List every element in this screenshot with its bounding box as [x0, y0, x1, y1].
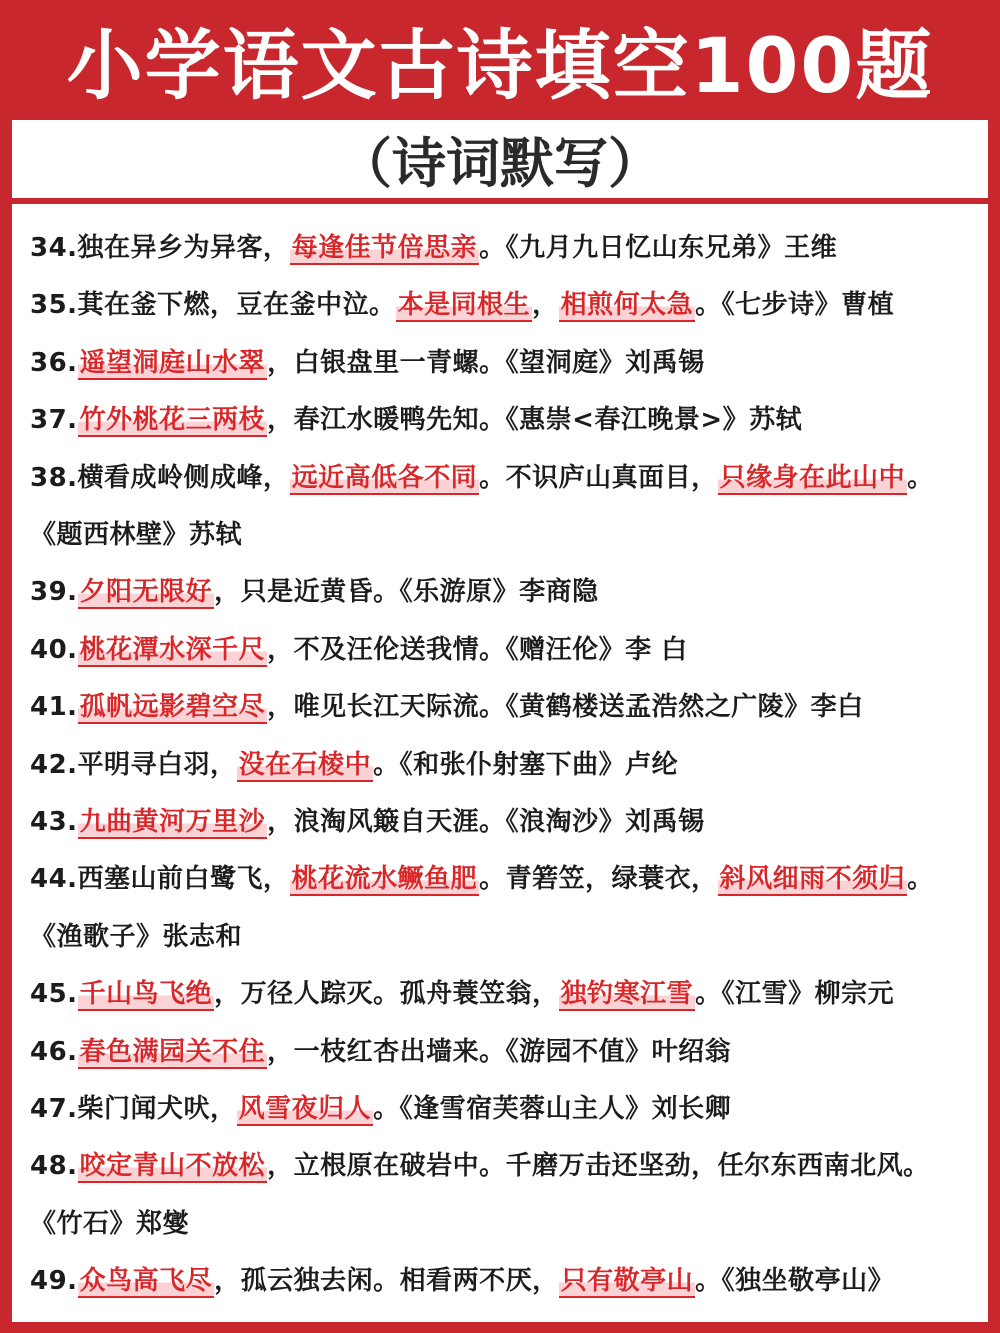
line-text: 37. [30, 405, 78, 436]
page-title: 小学语文古诗填空100题 [66, 20, 934, 110]
line-text: 。不识庐山真面目， [479, 462, 718, 493]
answer-text: 桃花流水鳜鱼肥 [291, 864, 478, 895]
line-text: 《题西林壁》苏轼 [30, 520, 243, 550]
line-text: 。《逢雪宿芙蓉山主人》刘长卿 [373, 1094, 732, 1124]
line-text: 34.独在异乡为异客， [30, 233, 290, 263]
line-text: 44.西塞山前白鹭飞， [30, 864, 290, 895]
line-text: 42.平明寻白羽， [30, 749, 237, 780]
answer-text: 竹外桃花三两枝 [79, 405, 266, 436]
answer-text: 遥望洞庭山水翠 [79, 347, 266, 378]
poem-line [30, 570, 599, 614]
line-text: 。《七步诗》曹植 [695, 290, 895, 321]
line-text: ， [532, 290, 559, 321]
answer-text: 远近高低各不同 [291, 462, 478, 493]
line-text: 43. [30, 807, 78, 837]
answer-text: 独钓寒江雪 [560, 979, 694, 1010]
answer-text: 只有敬亭山 [560, 1266, 694, 1297]
line-text: ，只是近黄昏。《乐游原》李商隐 [214, 577, 599, 608]
line-text: 41. [30, 692, 78, 723]
line-text: ，立根原在破岩中。千磨万击还坚劲，任尔东西南北风。 [267, 1151, 930, 1182]
line-text: 38.横看成岭侧成峰， [30, 462, 290, 493]
answer-text: 咬定青山不放松 [79, 1151, 266, 1182]
line-text: 48. [30, 1151, 78, 1182]
line-text: 。 [907, 462, 934, 493]
answer-text: 夕阳无限好 [79, 577, 213, 608]
line-text: ，浪淘风簸自天涯。《浪淘沙》刘禹锡 [267, 807, 705, 837]
answer-text: 每逢佳节倍思亲 [291, 233, 478, 263]
poem-line [30, 283, 894, 327]
answer-text: 没在石棱中 [238, 749, 372, 780]
poem-line [30, 915, 242, 959]
line-text: 《渔歌子》张志和 [30, 921, 243, 952]
line-text: 。《独坐敬亭山》 [695, 1266, 895, 1297]
line-text: ，春江水暖鸭先知。《惠崇<春江晚景>》苏轼 [267, 405, 803, 436]
answer-text: 众鸟高飞尽 [79, 1266, 213, 1297]
poem-line [30, 857, 934, 901]
answer-text: 千山鸟飞绝 [79, 979, 213, 1010]
line-text: 。《和张仆射塞下曲》卢纶 [373, 749, 679, 780]
answer-text: 相煎何太急 [560, 290, 694, 321]
poem-line [30, 1202, 189, 1246]
line-text: 40. [30, 634, 78, 665]
line-text: ，不及汪伦送我情。《赠汪伦》李 白 [267, 634, 688, 665]
poem-line [30, 456, 934, 500]
line-text: 47.柴门闻犬吠， [30, 1094, 237, 1124]
answer-text: 九曲黄河万里沙 [79, 807, 266, 837]
poem-list [12, 204, 988, 1322]
line-text: 。青箬笠，绿蓑衣， [479, 864, 718, 895]
poem-line [30, 398, 802, 442]
line-text: 36. [30, 347, 78, 378]
poem-line [30, 341, 705, 385]
line-text: ，白银盘里一青螺。《望洞庭》刘禹锡 [267, 347, 705, 378]
answer-text: 春色满园关不住 [79, 1036, 266, 1067]
poem-line [30, 513, 242, 557]
answer-text: 本是同根生 [397, 290, 531, 321]
poem-line [30, 1087, 731, 1131]
page-subtitle: （诗词默写） [338, 131, 662, 195]
line-text: ，孤云独去闲。相看两不厌， [214, 1266, 559, 1297]
poem-line [30, 226, 837, 270]
line-text: 35.萁在釜下燃，豆在釜中泣。 [30, 290, 396, 321]
answer-text: 桃花潭水深千尺 [79, 634, 266, 665]
line-text: ，唯见长江天际流。《黄鹤楼送孟浩然之广陵》李白 [267, 692, 864, 723]
answer-text: 斜风细雨不须归 [719, 864, 906, 895]
line-text: ，万径人踪灭。孤舟蓑笠翁， [214, 979, 559, 1010]
line-text: 。《江雪》柳宗元 [695, 979, 895, 1010]
line-text: 49. [30, 1266, 78, 1297]
line-text: 《竹石》郑燮 [30, 1208, 190, 1239]
poem-line [30, 1259, 894, 1303]
line-text: 45. [30, 979, 78, 1010]
answer-text: 孤帆远影碧空尽 [79, 692, 266, 723]
poem-line [30, 972, 894, 1016]
poem-line [30, 1144, 930, 1188]
line-text: 。《九月九日忆山东兄弟》王维 [479, 233, 838, 263]
poem-line [30, 800, 705, 844]
line-text: ，一枝红杏出墙来。《游园不值》叶绍翁 [267, 1036, 732, 1067]
page-subtitle-box [12, 120, 988, 198]
answer-text: 风雪夜归人 [238, 1094, 372, 1124]
poem-line [30, 743, 678, 787]
poem-line [30, 628, 688, 672]
poem-line [30, 685, 864, 729]
line-text: 39. [30, 577, 78, 608]
answer-text: 只缘身在此山中 [719, 462, 906, 493]
line-text: 46. [30, 1036, 78, 1067]
poem-line [30, 1030, 731, 1074]
line-text: 。 [907, 864, 934, 895]
